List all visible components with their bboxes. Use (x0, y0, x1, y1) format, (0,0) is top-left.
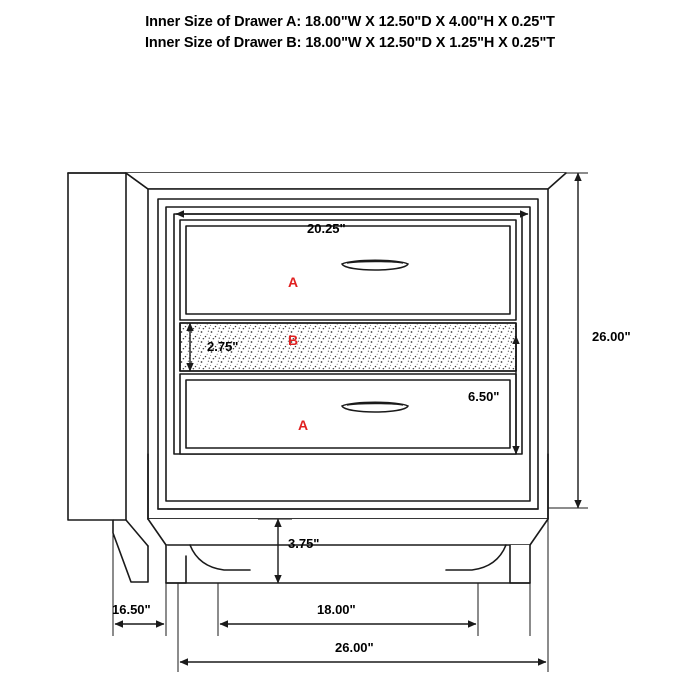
label-bottom-drawer-height: 6.50" (468, 389, 500, 404)
drawer-handle-bottom-icon (342, 402, 408, 412)
label-leg-height: 3.75" (288, 536, 320, 551)
label-top-drawer-width: 20.25" (307, 221, 346, 236)
label-overall-width: 26.00" (335, 640, 374, 655)
label-overall-height: 26.00" (592, 329, 631, 344)
label-depth: 16.50" (112, 602, 151, 617)
drawer-b-spec: Inner Size of Drawer B: 18.00"W X 12.50"D X 1.25"H X 0.25"T (144, 35, 556, 51)
label-inner-width: 18.00" (317, 602, 356, 617)
callout-drawer-a-top: A (288, 274, 299, 290)
label-middle-drawer-height: 2.75" (207, 339, 239, 354)
callout-drawer-b: B (288, 332, 299, 348)
callout-drawer-a-bottom: A (298, 417, 309, 433)
drawer-handle-top-icon (342, 260, 408, 270)
drawer-a-spec: Inner Size of Drawer A: 18.00"W X 12.50"D X 4.00"H X 0.25"T (145, 14, 555, 30)
